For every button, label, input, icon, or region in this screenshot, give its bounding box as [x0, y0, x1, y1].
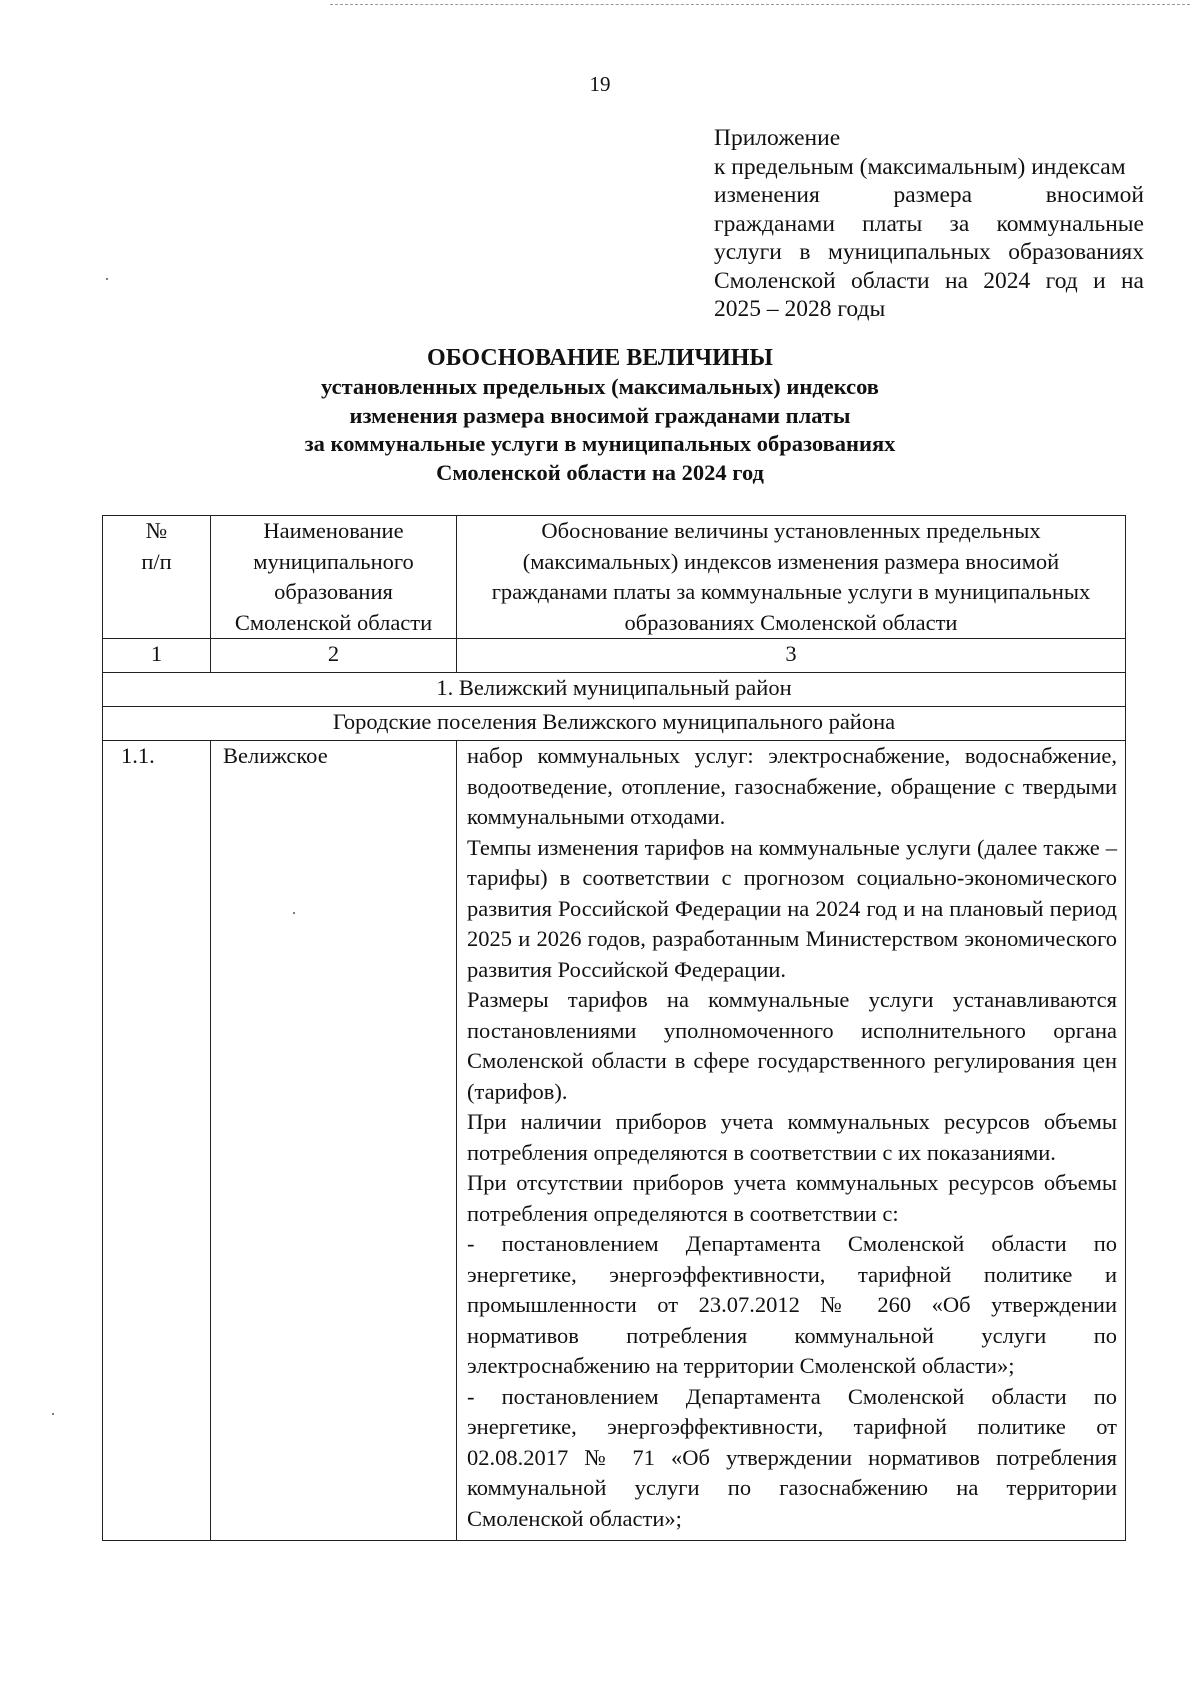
title-line: установленных предельных (максимальных) индексов — [321, 374, 879, 399]
appendix-line: изменения размера вносимой — [714, 182, 1144, 208]
appendix-line: 2025 – 2028 годы — [714, 296, 886, 322]
scan-edge-line — [330, 4, 1190, 5]
justification-paragraph: Размеры тарифов на коммунальные услуги устанавливаются постановлениями уполномоченного исполнительного органа Смоленской области в сфере государственного регулирования цен (тарифов). — [467, 987, 1117, 1104]
scan-speck — [106, 278, 108, 280]
header-line: муниципального — [253, 548, 414, 574]
table-row — [103, 741, 1126, 1541]
header-justification — [457, 516, 1126, 639]
title-line: изменения размера вносимой гражданами платы — [349, 402, 851, 428]
page-number: 19 — [589, 72, 611, 96]
title-line: Смоленской области на 2024 год — [436, 459, 764, 485]
title-main: ОБОСНОВАНИЕ ВЕЛИЧИНЫ — [427, 345, 773, 371]
appendix-line: Смоленской области на 2024 год и на — [714, 267, 1144, 294]
justification-paragraph: - постановлением Департамента Смоленской области по энергетике, энергоэффективности, тарифной политике от 02.08.2017 № 71 «Об утверждении нормативов потребления коммунальной услуги по газоснабжению на территории Смоленской области»; — [467, 1383, 1117, 1531]
appendix-block — [714, 124, 1144, 324]
justification-paragraph: Темпы изменения тарифов на коммунальные услуги (далее также – тарифы) в соответствии с прогнозом социально-экономического развития Российской Федерации на 2024 год и на плановый период 2025 и 2026 годов, разработанным Министерством экономического развития Российской Федерации. — [467, 834, 1117, 982]
header-line: Смоленской области — [234, 609, 433, 635]
header-line: Наименование — [263, 518, 404, 543]
appendix-line: услуги в муниципальных образованиях — [714, 239, 1144, 265]
column-number: 2 — [211, 639, 457, 673]
row-number: 1.1. — [103, 741, 211, 1541]
subsection-row — [103, 707, 1126, 741]
header-line: гражданами платы за коммунальные услуги в муниципальных — [491, 579, 1091, 604]
justification-paragraph: При наличии приборов учета коммунальных ресурсов объемы потребления определяются в соответствии с их показаниями. — [467, 1109, 1117, 1165]
subsection-title: Городские поселения Велижского муниципального района — [103, 707, 1126, 741]
header-line: № — [145, 518, 168, 543]
scan-speck — [52, 1413, 54, 1415]
document-title — [0, 343, 1200, 487]
scan-speck — [293, 912, 295, 914]
header-municipality — [211, 516, 457, 639]
row-justification — [457, 741, 1126, 1541]
appendix-line: Приложение — [714, 125, 841, 151]
header-line: Обоснование величины установленных предельных — [541, 518, 1041, 543]
section-row — [103, 673, 1126, 707]
column-number-row — [103, 639, 1126, 673]
appendix-line: к предельным (максимальным) индексам — [714, 153, 1126, 180]
row-municipality: Велижское — [211, 741, 457, 1541]
justification-paragraph: набор коммунальных услуг: электроснабжение, водоснабжение, водоотведение, отопление, газоснабжение, обращение с твердыми коммунальными отходами. — [467, 743, 1117, 829]
header-line: (максимальных) индексов изменения размера вносимой — [522, 548, 1060, 574]
column-number: 3 — [457, 639, 1126, 673]
column-number: 1 — [103, 639, 211, 673]
header-number — [103, 516, 211, 639]
header-line: образования — [274, 579, 393, 604]
justification-paragraph: При отсутствии приборов учета коммунальных ресурсов объемы потребления определяются в соответствии с: — [467, 1170, 1117, 1226]
title-line: за коммунальные услуги в муниципальных образованиях — [304, 431, 896, 456]
appendix-line: гражданами платы за коммунальные — [714, 210, 1144, 237]
section-title: 1. Велижский муниципальный район — [103, 673, 1126, 707]
header-line: п/п — [141, 548, 172, 574]
justification-table — [102, 515, 1126, 1541]
justification-paragraph: - постановлением Департамента Смоленской области по энергетике, энергоэффективности, тарифной политике и промышленности от 23.07.2012 № 260 «Об утверждении нормативов потребления коммунальной услуги по электроснабжению на территории Смоленской области»; — [467, 1231, 1117, 1378]
table-header-row — [103, 516, 1126, 639]
header-line: образованиях Смоленской области — [624, 609, 958, 635]
